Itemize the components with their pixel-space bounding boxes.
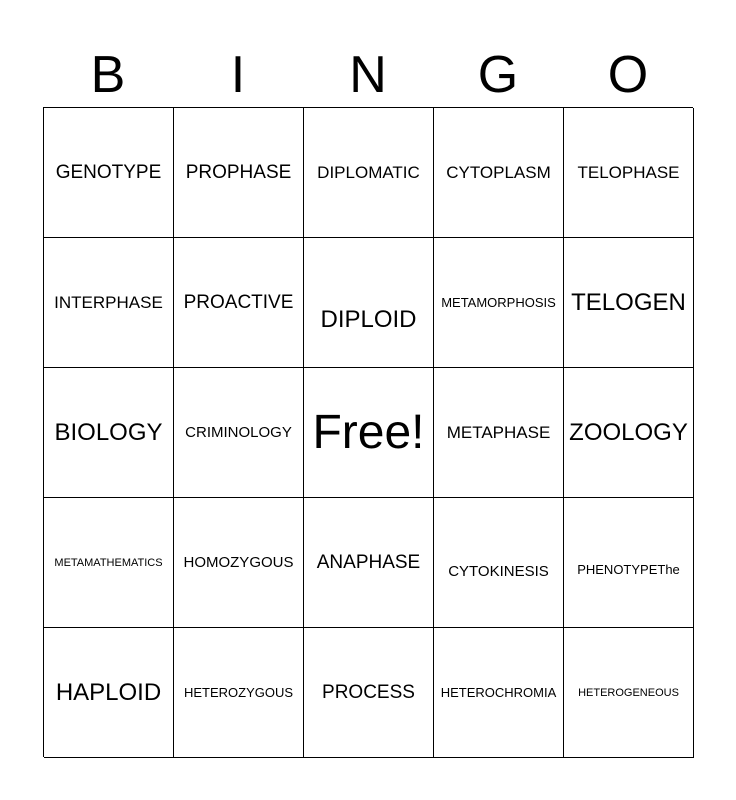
bingo-cell	[564, 498, 694, 628]
bingo-cell	[174, 368, 304, 498]
cell-label: METAPHASE	[446, 422, 551, 442]
bingo-cell	[174, 238, 304, 368]
cell-label: CYTOPLASM	[446, 162, 551, 182]
bingo-cell	[564, 628, 694, 758]
bingo-cell	[564, 108, 694, 238]
cell-label: HAPLOID	[55, 678, 162, 706]
bingo-cell	[564, 368, 694, 498]
header-letter-o: O	[607, 46, 649, 104]
cell-label: DIPLOMATIC	[317, 162, 420, 182]
bingo-cell	[564, 238, 694, 368]
bingo-cell	[434, 628, 564, 758]
header-letter-g: G	[477, 46, 519, 104]
cell-label: PROACTIVE	[183, 291, 294, 313]
bingo-cell	[434, 108, 564, 238]
cell-label: PHENOTYPEThe	[577, 562, 680, 577]
cell-label: ANAPHASE	[316, 551, 421, 573]
free-space-cell	[304, 368, 434, 498]
cell-label: BIOLOGY	[54, 418, 163, 446]
cell-label: INTERPHASE	[54, 292, 163, 312]
bingo-grid	[43, 107, 693, 757]
cell-label: HETEROCHROMIA	[440, 685, 557, 700]
cell-label: ZOOLOGY	[569, 418, 688, 446]
bingo-cell	[174, 498, 304, 628]
bingo-cell	[174, 108, 304, 238]
header-letter-b: B	[90, 46, 126, 104]
cell-label: HETEROGENEOUS	[578, 686, 679, 699]
bingo-cell	[434, 368, 564, 498]
bingo-cell	[44, 238, 174, 368]
header-letter-i: I	[230, 46, 246, 104]
bingo-cell	[434, 498, 564, 628]
bingo-cell	[434, 238, 564, 368]
cell-label: HETEROZYGOUS	[183, 685, 294, 700]
cell-label: HOMOZYGOUS	[183, 554, 294, 571]
bingo-cell	[174, 628, 304, 758]
cell-label: METAMATHEMATICS	[54, 556, 163, 569]
bingo-cell	[304, 498, 434, 628]
cell-label: PROPHASE	[185, 161, 292, 183]
cell-label: TELOPHASE	[577, 162, 680, 182]
bingo-cell	[304, 238, 434, 368]
cell-label: TELOGEN	[571, 288, 686, 316]
header-letter-n: N	[349, 46, 387, 104]
bingo-cell	[44, 368, 174, 498]
cell-label: DIPLOID	[320, 305, 417, 333]
free-space-label: Free!	[312, 406, 425, 459]
bingo-cell	[304, 628, 434, 758]
cell-label: CYTOKINESIS	[448, 563, 549, 580]
bingo-cell	[44, 628, 174, 758]
bingo-cell	[44, 108, 174, 238]
cell-label: METAMORPHOSIS	[441, 295, 556, 310]
bingo-header	[43, 44, 693, 106]
bingo-cell	[304, 108, 434, 238]
cell-label: PROCESS	[322, 681, 415, 703]
cell-label: GENOTYPE	[55, 161, 162, 183]
cell-label: CRIMINOLOGY	[185, 424, 292, 441]
bingo-cell	[44, 498, 174, 628]
